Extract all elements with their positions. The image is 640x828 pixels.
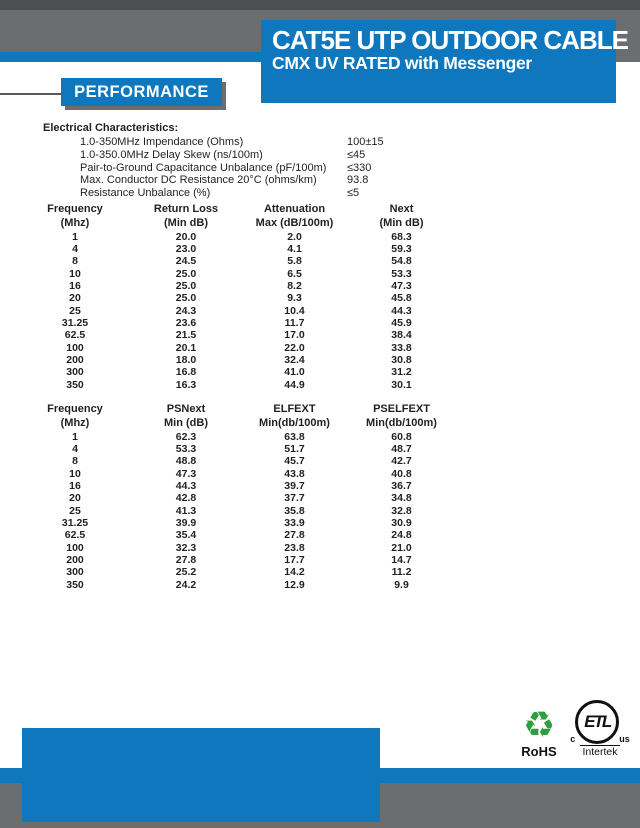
table-row: [20, 431, 456, 443]
electrical-row: [43, 187, 483, 200]
table-cell: 33.9: [284, 517, 305, 529]
table-cell: 6.5: [287, 267, 302, 280]
table-cell: 30.9: [391, 517, 412, 529]
table-row: [20, 280, 456, 292]
table-cell: 39.7: [284, 479, 305, 492]
table-cell: 62.5: [64, 529, 86, 542]
table-cell: 63.8: [284, 430, 305, 443]
bottom-blue-box: [22, 728, 380, 822]
column-header: Attenuation: [263, 203, 326, 215]
table-cell: 31.25: [61, 517, 89, 529]
table-cell: 24.8: [391, 529, 412, 542]
column-header: (Min dB): [164, 216, 208, 229]
column-header: Frequency: [47, 403, 103, 415]
table-cell: 40.8: [391, 467, 412, 480]
table-cell: 21.5: [175, 329, 197, 342]
table-row: [20, 379, 456, 391]
table-row: [20, 492, 456, 504]
table-cell: 12.9: [284, 578, 305, 591]
table-cell: 17.7: [284, 554, 305, 567]
table-cell: 45.9: [391, 317, 412, 329]
table-cell: 8: [72, 455, 78, 468]
table-cell: 350: [66, 578, 84, 591]
table-cell: 25: [69, 504, 81, 517]
characteristic-value: 93.8: [347, 174, 369, 187]
table-cell: 14.7: [391, 554, 412, 567]
column-header: (Mhz): [60, 216, 90, 229]
table-row: [20, 366, 456, 378]
table-cell: 62.5: [64, 329, 86, 342]
table-row: [20, 292, 456, 304]
table-cell: 62.3: [175, 430, 197, 443]
table-cell: 200: [66, 554, 84, 567]
table-row: [20, 579, 456, 591]
table-cell: 21.0: [391, 541, 412, 554]
section-label: PERFORMANCE: [74, 82, 209, 101]
top-dark-band: [0, 0, 640, 10]
characteristic-label: Pair-to-Ground Capacitance Unbalance (pF/100m): [80, 161, 327, 174]
table-cell: 32.3: [175, 541, 197, 554]
product-title-box: [261, 20, 628, 103]
table-cell: 23.8: [284, 541, 305, 554]
table-cell: 53.3: [175, 442, 197, 455]
table-cell: 35.8: [284, 504, 305, 517]
electrical-row: [43, 136, 483, 149]
table-cell: 300: [66, 366, 84, 379]
table-cell: 20.1: [175, 341, 197, 354]
table-row: [20, 480, 456, 492]
table-cell: 18.0: [175, 354, 197, 367]
table-cell: 34.8: [391, 492, 412, 505]
table-cell: 35.4: [175, 529, 197, 542]
rohs-logo: [516, 707, 562, 758]
table-cell: 17.0: [284, 329, 305, 342]
table-cell: 9.9: [394, 578, 409, 591]
table-cell: 8: [72, 255, 78, 268]
table-cell: 44.3: [175, 479, 197, 492]
table-row: [20, 317, 456, 329]
certification-logos: [516, 700, 630, 758]
table-cell: 30.8: [391, 354, 412, 367]
table-cell: 44.9: [284, 378, 305, 391]
table-cell: 11.2: [391, 566, 412, 579]
table-row: [20, 566, 456, 578]
table-cell: 14.2: [284, 566, 305, 579]
table-cell: 51.7: [284, 442, 305, 455]
table-cell: 16: [69, 479, 81, 492]
characteristic-label: Max. Conductor DC Resistance 20°C (ohms/km): [80, 174, 317, 187]
table-cell: 10.4: [284, 304, 305, 317]
table-cell: 42.7: [391, 455, 412, 468]
table-cell: 39.9: [175, 517, 197, 529]
table-cell: 5.8: [287, 255, 302, 268]
table-cell: 11.7: [284, 317, 305, 329]
table-cell: 59.3: [391, 242, 412, 255]
table-cell: 68.3: [391, 230, 412, 243]
column-header: Min(db/100m): [259, 416, 330, 429]
characteristic-label: 1.0-350.0MHz Delay Skew (ns/100m): [80, 148, 263, 161]
table-cell: 1: [72, 430, 78, 443]
table-cell: 100: [66, 541, 84, 554]
table-cell: 47.3: [391, 279, 412, 292]
table-cell: 48.7: [391, 442, 412, 455]
table-cell: 23.6: [175, 317, 197, 329]
intertek-label: Intertek: [582, 746, 618, 758]
table-cell: 4: [72, 242, 78, 255]
table-cell: 350: [66, 378, 84, 391]
table-row: [20, 354, 456, 366]
column-header: PSNext: [166, 403, 206, 415]
electrical-row: [43, 174, 483, 187]
table-cell: 25.0: [175, 292, 197, 305]
table-cell: 33.8: [391, 341, 412, 354]
table-cell: 54.8: [391, 255, 412, 268]
table-cell: 30.1: [391, 378, 412, 391]
table-cell: 20: [69, 292, 81, 305]
column-header: Frequency: [47, 203, 103, 215]
table-cell: 41.3: [175, 504, 197, 517]
characteristic-value: ≤5: [347, 187, 360, 200]
table-cell: 200: [66, 354, 84, 367]
table-row: [20, 305, 456, 317]
table-cell: 23.0: [175, 242, 197, 255]
table-cell: 32.4: [284, 354, 305, 367]
electrical-row: [43, 162, 483, 175]
table-cell: 1: [72, 230, 78, 243]
table-cell: 22.0: [284, 341, 305, 354]
characteristic-value: ≤330: [347, 161, 372, 174]
table-cell: 8.2: [287, 279, 302, 292]
table-cell: 16.8: [175, 366, 197, 379]
table-cell: 44.3: [391, 304, 412, 317]
product-subtitle: CMX UV RATED with Messenger: [272, 53, 532, 73]
table-row: [20, 342, 456, 354]
performance-table-1: [20, 203, 456, 391]
table-cell: 20.0: [175, 230, 197, 243]
table-cell: 100: [66, 341, 84, 354]
table-row: [20, 468, 456, 480]
table-row: [20, 443, 456, 455]
characteristic-label: 1.0-350MHz Impendance (Ohms): [80, 136, 244, 148]
characteristic-value: ≤45: [347, 148, 366, 161]
column-header: ELFEXT: [273, 403, 316, 415]
column-header: PSELFEXT: [373, 403, 430, 415]
etl-intertek-logo: [570, 700, 630, 758]
table-cell: 45.7: [284, 455, 305, 468]
characteristic-label: Resistance Unbalance (%): [80, 187, 211, 200]
column-header: (Mhz): [60, 416, 90, 429]
table-row: [20, 268, 456, 280]
etl-circle-icon: ETL: [575, 700, 619, 744]
etl-us-mark: us: [619, 734, 630, 744]
table-cell: 42.8: [175, 492, 197, 505]
table-cell: 27.8: [175, 554, 197, 567]
column-header: Next: [389, 203, 414, 215]
table-cell: 4.1: [287, 242, 302, 255]
table-cell: 16: [69, 279, 81, 292]
table-cell: 41.0: [284, 366, 305, 379]
table-row: [20, 231, 456, 243]
table-cell: 9.3: [287, 292, 302, 305]
table-cell: 24.2: [175, 578, 197, 591]
table-cell: 43.8: [284, 467, 305, 480]
section-header: [61, 78, 222, 106]
table-cell: 16.3: [175, 378, 197, 391]
table-cell: 31.2: [391, 366, 412, 379]
rohs-recycle-icon: ♻: [522, 705, 556, 746]
table-cell: 300: [66, 566, 84, 579]
table-cell: 25.0: [175, 279, 197, 292]
product-title: CAT5E UTP OUTDOOR CABLE: [272, 25, 628, 55]
table-cell: 25.0: [175, 267, 197, 280]
table-row: [20, 455, 456, 467]
column-header: Return Loss: [153, 203, 219, 215]
table-cell: 24.5: [175, 255, 197, 268]
table-row: [20, 255, 456, 267]
table-cell: 38.4: [391, 329, 412, 342]
column-header: Max (dB/100m): [255, 216, 334, 229]
table-cell: 32.8: [391, 504, 412, 517]
table-cell: 60.8: [391, 430, 412, 443]
rohs-label: RoHS: [521, 744, 557, 759]
table-cell: 24.3: [175, 304, 197, 317]
table-cell: 37.7: [284, 492, 305, 505]
table-cell: 53.3: [391, 267, 412, 280]
electrical-row: [43, 149, 483, 162]
electrical-list: [43, 136, 483, 200]
table-row: [20, 243, 456, 255]
table-cell: 2.0: [287, 230, 302, 243]
table-cell: 27.8: [284, 529, 305, 542]
column-header: Min(db/100m): [366, 416, 437, 429]
table-cell: 31.25: [61, 317, 89, 329]
table-cell: 48.8: [175, 455, 197, 468]
table-row: [20, 329, 456, 341]
table-cell: 10: [69, 267, 81, 280]
table-cell: 47.3: [175, 467, 197, 480]
table-row: [20, 542, 456, 554]
table-row: [20, 505, 456, 517]
etl-c-mark: c: [570, 734, 576, 744]
table-cell: 10: [69, 467, 81, 480]
table-cell: 20: [69, 492, 81, 505]
section-rule: [0, 93, 61, 95]
table-cell: 45.8: [391, 292, 412, 305]
table-row: [20, 517, 456, 529]
table-row: [20, 554, 456, 566]
performance-table-2: [20, 403, 456, 591]
table-row: [20, 529, 456, 541]
table-cell: 25: [69, 304, 81, 317]
table-cell: 4: [72, 442, 78, 455]
column-header: Min (dB): [164, 416, 208, 429]
table-cell: 36.7: [391, 479, 412, 492]
table-cell: 25.2: [175, 566, 197, 579]
electrical-heading: Electrical Characteristics:: [43, 122, 179, 134]
characteristic-value: 100±15: [347, 136, 384, 148]
electrical-characteristics: [43, 122, 483, 200]
column-header: (Min dB): [379, 216, 424, 229]
